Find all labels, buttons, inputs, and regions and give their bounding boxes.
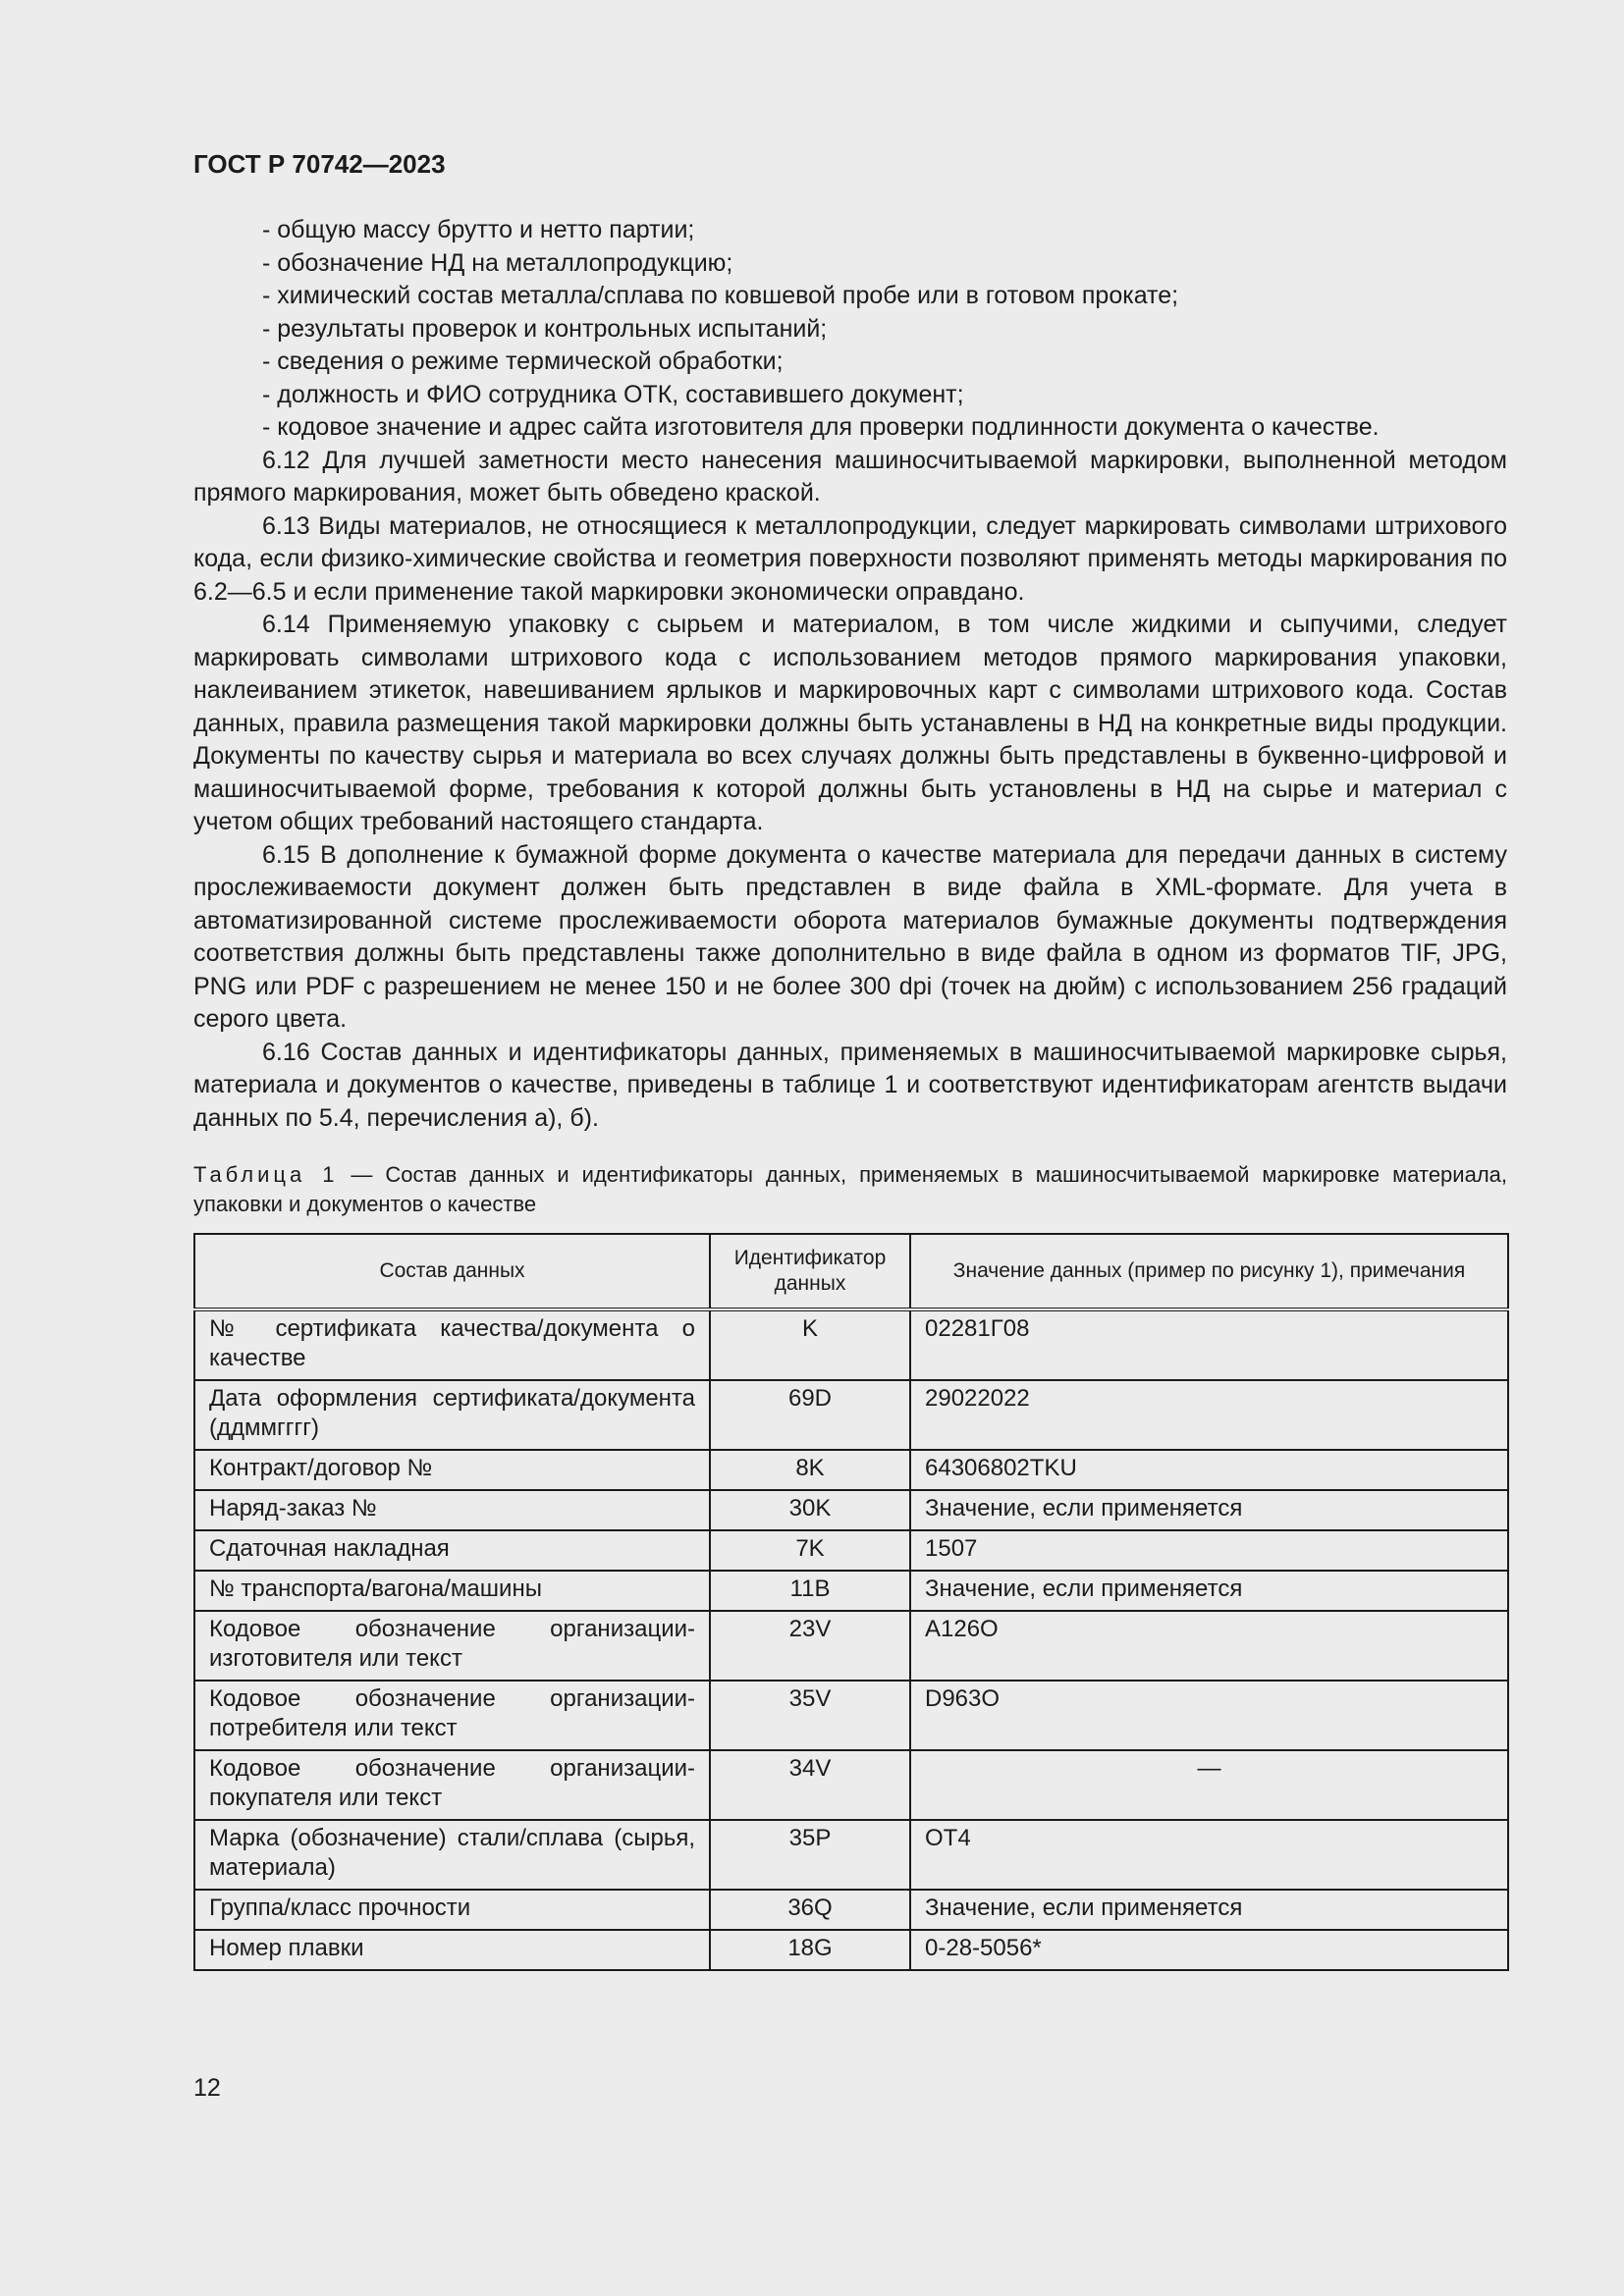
cell-value: Значение, если применяется [910, 1890, 1508, 1930]
column-header-identifier: Идентификатор данных [710, 1234, 910, 1309]
column-header-value: Значение данных (пример по рисунку 1), примечания [910, 1234, 1508, 1309]
cell-value: D963O [910, 1681, 1508, 1750]
cell-data-name: Группа/класс прочности [194, 1890, 710, 1930]
document-contents-list [193, 214, 1507, 445]
table-row [194, 1930, 1508, 1970]
table-row [194, 1890, 1508, 1930]
page-number: 12 [193, 2074, 221, 2102]
cell-identifier: 34V [710, 1750, 910, 1820]
cell-data-name: Марка (обозначение) стали/сплава (сырья, материала) [194, 1820, 710, 1890]
table-row [194, 1750, 1508, 1820]
table-row [194, 1490, 1508, 1530]
cell-data-name: Кодовое обозначение организации-потребителя или текст [194, 1681, 710, 1750]
table-header-row [194, 1234, 1508, 1309]
paragraph-6-12: 6.12 Для лучшей заметности место нанесения машиносчитываемой маркировки, выполненной методом прямого маркирования, может быть обведено краской. [193, 446, 1507, 507]
cell-identifier: 36Q [710, 1890, 910, 1930]
cell-identifier: 69D [710, 1380, 910, 1450]
cell-identifier: 7K [710, 1530, 910, 1571]
cell-value: 29022022 [910, 1380, 1508, 1450]
list-item: - должность и ФИО сотрудника ОТК, составившего документ; [262, 380, 964, 408]
paragraph-6-13: 6.13 Виды материалов, не относящиеся к металлопродукции, следует маркировать символами штрихового кода, если физико-химические свойства и геометрия поверхности позволяют применять методы маркирования по 6.2—6.5 и если применение такой маркировки экономически оправдано. [193, 511, 1507, 606]
cell-identifier: 35P [710, 1820, 910, 1890]
cell-identifier: 35V [710, 1681, 910, 1750]
list-item: - обозначение НД на металлопродукцию; [262, 248, 733, 277]
cell-identifier: 18G [710, 1930, 910, 1970]
table-caption [193, 1160, 1507, 1219]
table-row [194, 1571, 1508, 1611]
cell-data-name: Контракт/договор № [194, 1450, 710, 1490]
cell-value: Значение, если применяется [910, 1490, 1508, 1530]
cell-value: Значение, если применяется [910, 1571, 1508, 1611]
cell-value: A126O [910, 1611, 1508, 1681]
cell-data-name: № сертификата качества/документа о качестве [194, 1309, 710, 1380]
cell-value: 0-28-5056* [910, 1930, 1508, 1970]
cell-data-name: Дата оформления сертификата/документа (ддммгггг) [194, 1380, 710, 1450]
cell-identifier: 11B [710, 1571, 910, 1611]
cell-identifier: K [710, 1309, 910, 1380]
table-row [194, 1380, 1508, 1450]
list-item: - результаты проверок и контрольных испытаний; [262, 314, 828, 343]
cell-value: 02281Г08 [910, 1309, 1508, 1380]
data-identifiers-table [193, 1233, 1509, 1971]
list-item: - сведения о режиме термической обработки; [262, 347, 784, 375]
paragraph-6-16: 6.16 Состав данных и идентификаторы данных, применяемых в машиносчитываемой маркировке сырья, материала и документов о качестве, приведены в таблице 1 и соответствуют идентификаторам агентств выдачи данных по 5.4, перечисления а), б). [193, 1038, 1507, 1132]
cell-identifier: 8K [710, 1450, 910, 1490]
cell-value: 1507 [910, 1530, 1508, 1571]
list-item: - общую массу брутто и нетто партии; [262, 216, 695, 243]
table-caption-label: Таблица 1 [193, 1162, 339, 1187]
cell-data-name: Сдаточная накладная [194, 1530, 710, 1571]
paragraph-6-15: 6.15 В дополнение к бумажной форме документа о качестве материала для передачи данных в систему прослеживаемости документ должен быть представлен в виде файла в XML-формате. Для учета в автоматизированной системе прослеживаемости оборота материалов бумажные документы подтверждения соответствия должны быть представлены также дополнительно в виде файла в одном из форматов TIF, JPG, PNG или PDF с разрешением не менее 150 и не более 300 dpi (точек на дюйм) с использованием 256 градаций серого цвета. [193, 840, 1507, 1033]
cell-data-name: Кодовое обозначение организации-покупателя или текст [194, 1750, 710, 1820]
cell-value: 64306802TKU [910, 1450, 1508, 1490]
paragraph-6-14: 6.14 Применяемую упаковку с сырьем и материалом, в том числе жидкими и сыпучими, следует маркировать символами штрихового кода с использованием методов прямого маркирования упаковки, наклеиванием этикеток, навешиванием ярлыков и маркировочных карт с символами штрихового кода. Состав данных, правила размещения такой маркировки должны быть устанавлены в НД на конкретные виды продукции. Документы по качеству сырья и материала во всех случаях должны быть представлены в буквенно-цифровой и машиносчитываемой форме, требования к которой должны быть установлены в НД на сырье и материал с учетом общих требований настоящего стандарта. [193, 611, 1507, 835]
table-caption-text: — Состав данных и идентификаторы данных, применяемых в машиносчитываемой маркировке материала, упаковки и документов о качестве [193, 1162, 1508, 1216]
cell-data-name: Кодовое обозначение организации-изготовителя или текст [194, 1611, 710, 1681]
document-code-header: ГОСТ Р 70742—2023 [193, 149, 446, 179]
table-row [194, 1611, 1508, 1681]
cell-data-name: Наряд-заказ № [194, 1490, 710, 1530]
table-row [194, 1309, 1508, 1380]
column-header-data-content: Состав данных [194, 1234, 710, 1309]
list-item: - кодовое значение и адрес сайта изготовителя для проверки подлинности документа о качестве. [262, 413, 1380, 441]
list-item: - химический состав металла/сплава по ковшевой пробе или в готовом прокате; [262, 282, 1179, 309]
table-row [194, 1530, 1508, 1571]
cell-identifier: 23V [710, 1611, 910, 1681]
cell-data-name: Номер плавки [194, 1930, 710, 1970]
table-row [194, 1681, 1508, 1750]
table-row [194, 1450, 1508, 1490]
cell-data-name: № транспорта/вагона/машины [194, 1571, 710, 1611]
cell-value: OT4 [910, 1820, 1508, 1890]
cell-identifier: 30K [710, 1490, 910, 1530]
document-page [193, 147, 1507, 1971]
cell-value: — [910, 1750, 1508, 1820]
table-row [194, 1820, 1508, 1890]
